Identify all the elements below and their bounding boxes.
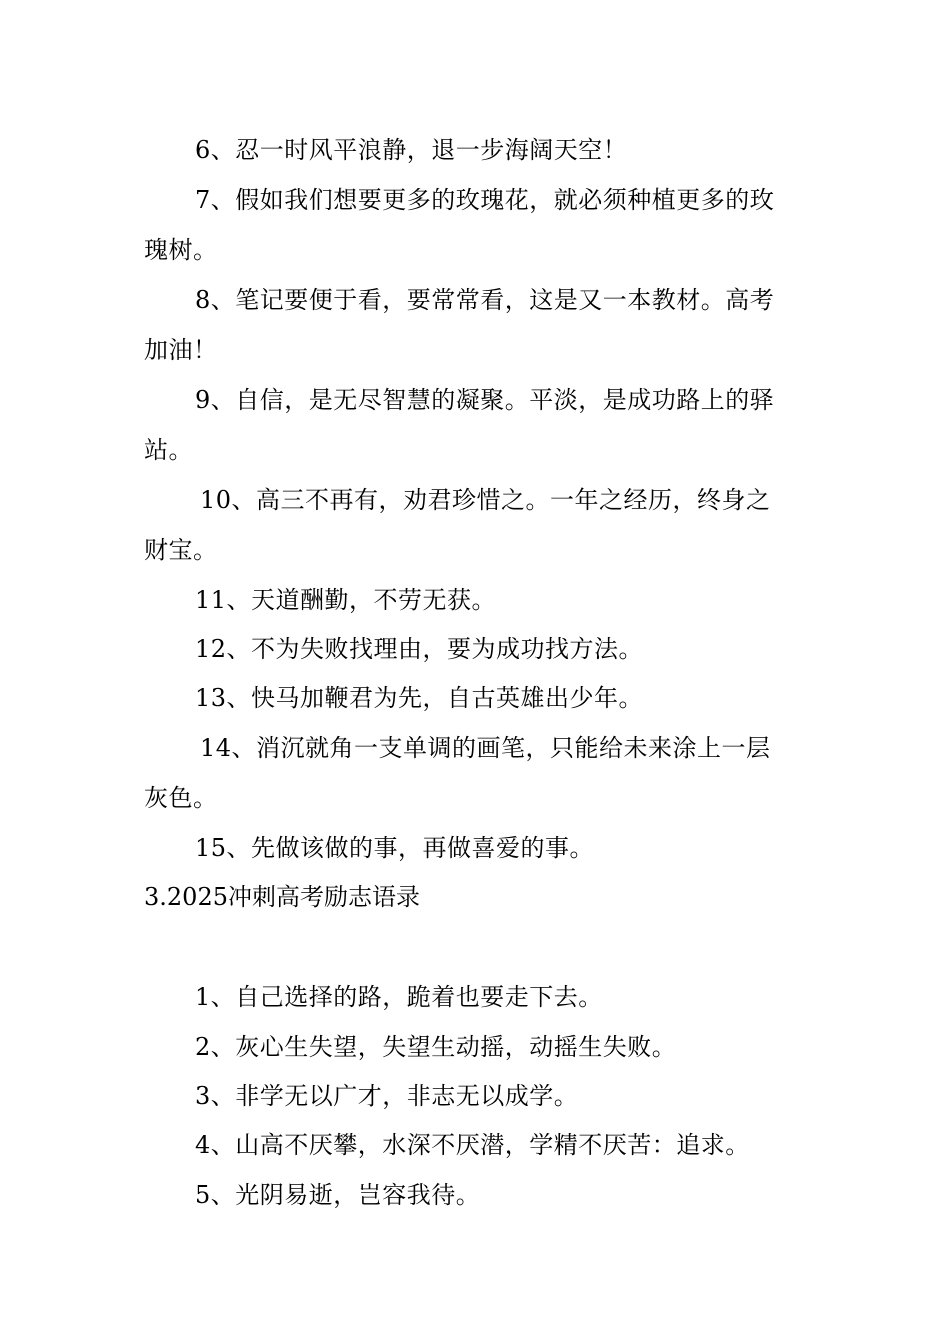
quote-15: 15、先做该做的事，再做喜爱的事。: [195, 834, 595, 862]
quote-12: 12、不为失败找理由，要为成功找方法。: [195, 635, 644, 663]
quote-13: 13、快马加鞭君为先，自古英雄出少年。: [195, 684, 644, 712]
quote-b-2: 2、灰心生失望，失望生动摇，动摇生失败。: [195, 1033, 677, 1061]
quote-14-line1: 14、消沉就角一支单调的画笔，只能给未来涂上一层: [200, 734, 771, 762]
quote-10-line1: 10、高三不再有，劝君珍惜之。一年之经历，终身之: [200, 486, 771, 514]
quote-11: 11、天道酬勤，不劳无获。: [195, 586, 497, 614]
section-heading: 3.2025冲刺高考励志语录: [144, 883, 420, 911]
quote-8-line2: 加油！: [144, 336, 218, 364]
quote-9-line2: 站。: [144, 436, 193, 464]
quote-6: 6、忍一时风平浪静，退一步海阔天空！: [195, 136, 628, 164]
quote-9-line1: 9、自信，是无尽智慧的凝聚。平淡，是成功路上的驿: [195, 386, 775, 414]
quote-b-5: 5、光阴易逝，岂容我待。: [195, 1181, 481, 1209]
quote-8-line1: 8、笔记要便于看，要常常看，这是又一本教材。高考: [195, 286, 775, 314]
quote-14-line2: 灰色。: [144, 784, 218, 812]
quote-7-line1: 7、假如我们想要更多的玫瑰花，就必须种植更多的玫: [195, 186, 775, 214]
quote-7-line2: 瑰树。: [144, 236, 218, 264]
quote-10-line2: 财宝。: [144, 536, 218, 564]
quote-b-1: 1、自己选择的路，跪着也要走下去。: [195, 983, 603, 1011]
quote-b-4: 4、山高不厌攀，水深不厌潜，学精不厌苦：追求。: [195, 1131, 750, 1159]
quote-b-3: 3、非学无以广才，非志无以成学。: [195, 1082, 579, 1110]
